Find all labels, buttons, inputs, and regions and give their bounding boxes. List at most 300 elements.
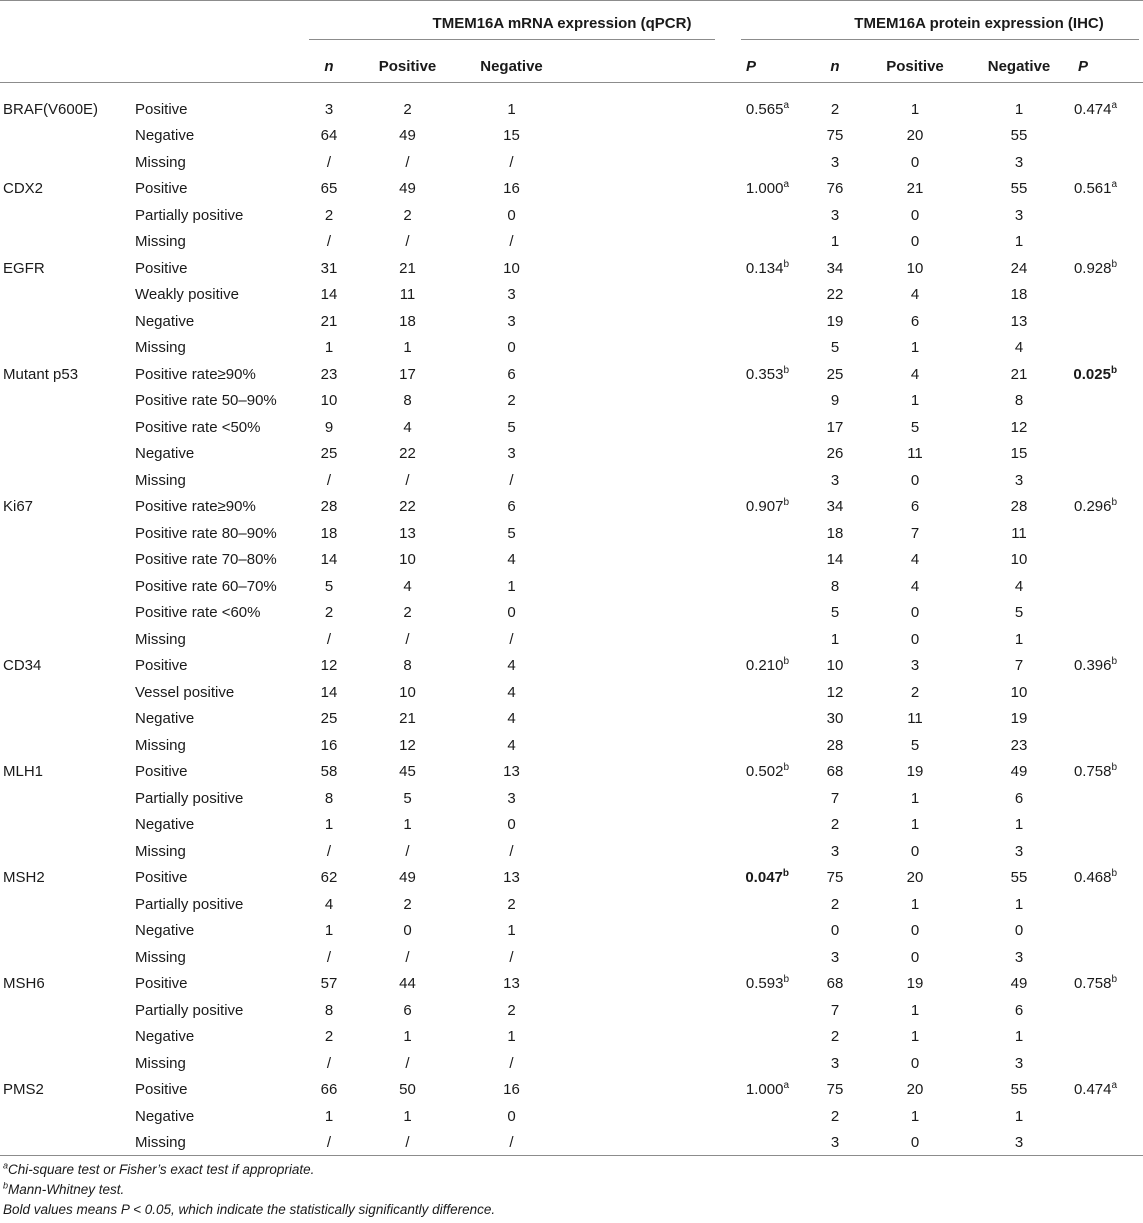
protein-positive: 4 <box>910 365 920 383</box>
protein-p-value-superscript: a <box>1111 1080 1118 1092</box>
table-row <box>0 865 1143 892</box>
protein-p-value-text: 0.396 <box>1073 657 1112 675</box>
mrna-negative: / <box>509 153 514 171</box>
protein-p-value <box>1063 361 1143 388</box>
mrna-negative-header: Negative <box>480 57 543 75</box>
mrna-p-value-superscript: b <box>783 497 789 509</box>
mrna-negative: 4 <box>507 657 516 675</box>
mrna-p-value-superscript: b <box>783 656 789 668</box>
row-gene <box>0 626 133 653</box>
row-category: Missing <box>135 153 186 171</box>
protein-negative: 1 <box>1014 233 1024 251</box>
protein-n: 7 <box>830 789 840 807</box>
row-gene: PMS2 <box>3 1081 44 1099</box>
protein-positive: 19 <box>906 975 924 993</box>
table-row <box>0 706 1143 733</box>
protein-p-value <box>1063 573 1143 600</box>
mrna-p-value <box>557 1077 815 1104</box>
mrna-positive: / <box>405 471 410 489</box>
mrna-n: 2 <box>324 604 334 622</box>
protein-positive: 0 <box>910 842 920 860</box>
mrna-n: / <box>326 233 332 251</box>
protein-p-value <box>1063 653 1143 680</box>
table-row <box>0 785 1143 812</box>
table-body <box>0 96 1143 1156</box>
mrna-p-header: P <box>745 57 756 75</box>
mrna-negative: 4 <box>507 683 516 701</box>
footnote-a-mark: a <box>3 1160 9 1171</box>
protein-positive: 21 <box>906 180 924 198</box>
protein-p-value <box>1063 1050 1143 1077</box>
row-category: Positive rate≥90% <box>135 498 256 516</box>
mrna-negative: 1 <box>507 100 516 118</box>
protein-p-value-text: 0.296 <box>1073 498 1112 516</box>
protein-negative: 0 <box>1014 922 1024 940</box>
row-gene <box>0 997 133 1024</box>
mrna-positive: 18 <box>399 312 416 330</box>
table-row <box>0 202 1143 229</box>
mrna-negative: 3 <box>507 286 516 304</box>
mrna-n: 64 <box>320 127 338 145</box>
mrna-negative: 16 <box>503 180 520 198</box>
mrna-p-value-superscript: b <box>783 364 789 376</box>
table-row <box>0 759 1143 786</box>
mrna-p-value-text: 0.565 <box>745 100 784 118</box>
table-row <box>0 255 1143 282</box>
mrna-p-value-text: 0.134 <box>745 259 784 277</box>
mrna-positive: 1 <box>403 1028 412 1046</box>
protein-p-value <box>1063 759 1143 786</box>
protein-negative: 55 <box>1010 1081 1028 1099</box>
protein-n: 25 <box>826 365 844 383</box>
protein-positive: 0 <box>910 153 920 171</box>
mrna-n: 25 <box>320 710 338 728</box>
row-category: Positive <box>135 657 188 675</box>
row-gene <box>0 467 133 494</box>
table-row <box>0 1103 1143 1130</box>
protein-group-header: TMEM16A protein expression (IHC) <box>854 14 1104 32</box>
row-category: Positive <box>135 975 188 993</box>
mrna-negative: / <box>509 630 514 648</box>
mrna-positive: / <box>405 1134 410 1152</box>
protein-p-value <box>1063 467 1143 494</box>
row-gene <box>0 282 133 309</box>
mrna-n: 14 <box>320 683 338 701</box>
protein-negative: 1 <box>1014 1107 1024 1125</box>
mrna-negative: 2 <box>507 392 516 410</box>
protein-n: 68 <box>826 763 844 781</box>
row-category: Positive <box>135 100 188 118</box>
row-gene <box>0 1103 133 1130</box>
protein-p-value-text: 0.025 <box>1073 365 1111 383</box>
table-row <box>0 971 1143 998</box>
mrna-p-value <box>557 1024 815 1051</box>
protein-negative: 4 <box>1014 339 1024 357</box>
mrna-p-value <box>557 891 815 918</box>
mrna-p-value-superscript: a <box>783 179 789 191</box>
row-category: Positive <box>135 869 188 887</box>
protein-p-value-text: 0.474 <box>1073 100 1112 118</box>
protein-negative: 3 <box>1014 842 1024 860</box>
row-category: Weakly positive <box>135 286 239 304</box>
mrna-positive: 44 <box>399 975 416 993</box>
protein-negative: 6 <box>1014 789 1024 807</box>
row-category: Positive rate 50–90% <box>135 392 277 410</box>
protein-p-value-text: 0.474 <box>1073 1081 1112 1099</box>
protein-positive: 0 <box>910 206 920 224</box>
mrna-p-value <box>557 1103 815 1130</box>
protein-negative: 3 <box>1014 206 1024 224</box>
protein-negative: 1 <box>1014 895 1024 913</box>
mrna-n: / <box>326 948 332 966</box>
table-row <box>0 361 1143 388</box>
mrna-p-value <box>557 971 815 998</box>
mrna-p-value <box>557 520 815 547</box>
mrna-negative: 1 <box>507 922 516 940</box>
row-gene <box>0 1130 133 1157</box>
protein-negative: 13 <box>1010 312 1028 330</box>
row-gene <box>0 573 133 600</box>
protein-p-value-superscript: b <box>1111 497 1118 509</box>
protein-n: 10 <box>826 657 844 675</box>
mrna-negative: 4 <box>507 736 516 754</box>
row-category: Missing <box>135 842 186 860</box>
table-row <box>0 944 1143 971</box>
protein-n: 75 <box>826 1081 844 1099</box>
mrna-p-value <box>557 123 815 150</box>
protein-n: 22 <box>826 286 844 304</box>
protein-negative-header: Negative <box>987 57 1051 75</box>
row-category: Partially positive <box>135 1001 244 1019</box>
mrna-p-value <box>557 626 815 653</box>
mrna-n: / <box>326 1134 332 1152</box>
protein-p-value-superscript: b <box>1110 364 1118 376</box>
mrna-n: 2 <box>324 1028 334 1046</box>
table-row <box>0 997 1143 1024</box>
table-row <box>0 918 1143 945</box>
mrna-negative: 1 <box>507 577 516 595</box>
mrna-positive: 49 <box>399 127 416 145</box>
protein-p-value <box>1063 679 1143 706</box>
protein-p-value-superscript: b <box>1111 868 1118 880</box>
row-category: Partially positive <box>135 895 244 913</box>
group-header-row <box>0 0 1143 46</box>
protein-n: 2 <box>830 895 840 913</box>
footnote-b-mark: b <box>3 1180 9 1191</box>
mrna-positive: 21 <box>399 259 416 277</box>
protein-p-value <box>1063 388 1143 415</box>
mrna-n: 58 <box>320 763 338 781</box>
mrna-positive: 2 <box>403 206 412 224</box>
mrna-positive: 4 <box>403 577 412 595</box>
mrna-positive: 11 <box>399 286 416 304</box>
mrna-negative: 1 <box>507 1028 516 1046</box>
mrna-n: / <box>326 630 332 648</box>
row-gene <box>0 1024 133 1051</box>
protein-p-value <box>1063 1130 1143 1157</box>
mrna-positive: 1 <box>403 816 412 834</box>
protein-positive: 5 <box>910 736 920 754</box>
protein-p-value <box>1063 706 1143 733</box>
protein-positive: 1 <box>910 1028 920 1046</box>
mrna-p-value <box>557 865 815 892</box>
mrna-negative: 0 <box>507 206 516 224</box>
row-category: Negative <box>135 312 195 330</box>
mrna-n: 8 <box>324 789 334 807</box>
protein-negative: 4 <box>1014 577 1024 595</box>
mrna-p-value-superscript: a <box>783 1080 789 1092</box>
protein-positive: 6 <box>910 498 920 516</box>
table-row <box>0 335 1143 362</box>
row-category: Positive <box>135 763 188 781</box>
table-row <box>0 626 1143 653</box>
column-header-row <box>0 46 1143 86</box>
protein-p-value-superscript: b <box>1111 974 1118 986</box>
protein-positive: 4 <box>910 286 920 304</box>
table-row <box>0 149 1143 176</box>
row-category: Partially positive <box>135 789 244 807</box>
mrna-positive: 0 <box>403 922 412 940</box>
row-gene <box>0 202 133 229</box>
row-category: Negative <box>135 1028 195 1046</box>
mrna-p-value <box>557 467 815 494</box>
protein-n: 14 <box>826 551 844 569</box>
protein-negative: 55 <box>1010 869 1028 887</box>
mrna-p-value <box>557 255 815 282</box>
mrna-p-value <box>557 785 815 812</box>
protein-p-value <box>1063 838 1143 865</box>
protein-p-value-text: 0.758 <box>1073 763 1112 781</box>
protein-p-value <box>1063 600 1143 627</box>
mrna-p-value-text: 0.047 <box>745 869 783 887</box>
protein-negative: 49 <box>1010 763 1028 781</box>
table-row <box>0 308 1143 335</box>
mrna-p-value <box>557 96 815 123</box>
row-category: Missing <box>135 736 186 754</box>
protein-n: 1 <box>830 233 840 251</box>
mrna-n: 28 <box>320 498 338 516</box>
protein-p-value <box>1063 626 1143 653</box>
mrna-negative: 2 <box>507 895 516 913</box>
protein-negative: 19 <box>1010 710 1028 728</box>
table-row <box>0 123 1143 150</box>
mrna-p-value <box>557 573 815 600</box>
protein-positive: 0 <box>910 604 920 622</box>
protein-positive: 0 <box>910 922 920 940</box>
mrna-negative: 15 <box>503 127 520 145</box>
protein-p-value-superscript: a <box>1111 179 1118 191</box>
protein-positive: 0 <box>910 1054 920 1072</box>
mrna-p-value <box>557 282 815 309</box>
footnotes <box>3 1160 495 1220</box>
mrna-positive: 22 <box>399 445 416 463</box>
row-category: Negative <box>135 127 195 145</box>
row-gene <box>0 149 133 176</box>
protein-positive: 11 <box>907 445 923 463</box>
mrna-positive: 21 <box>399 710 416 728</box>
row-category: Positive rate 60–70% <box>135 577 277 595</box>
row-category: Positive <box>135 259 188 277</box>
mrna-positive: / <box>405 842 410 860</box>
row-gene: Mutant p53 <box>3 365 79 383</box>
protein-p-value <box>1063 149 1143 176</box>
protein-negative: 1 <box>1014 100 1024 118</box>
protein-negative: 7 <box>1014 657 1024 675</box>
protein-n: 2 <box>830 1028 840 1046</box>
protein-p-value-text: 0.928 <box>1073 259 1112 277</box>
mrna-p-value <box>557 361 815 388</box>
protein-negative: 1 <box>1014 1028 1024 1046</box>
protein-p-value-superscript: b <box>1111 762 1118 774</box>
mrna-n: 65 <box>320 180 338 198</box>
protein-n: 75 <box>826 869 844 887</box>
protein-p-value-text: 0.561 <box>1073 180 1112 198</box>
protein-n: 34 <box>826 259 844 277</box>
footnote-a <box>3 1160 495 1180</box>
protein-n: 3 <box>830 1134 840 1152</box>
protein-positive: 1 <box>910 339 920 357</box>
protein-negative: 11 <box>1011 524 1027 542</box>
protein-n: 26 <box>826 445 844 463</box>
mrna-p-value-text: 0.502 <box>745 763 784 781</box>
mrna-n: / <box>326 471 332 489</box>
mrna-negative: 4 <box>507 710 516 728</box>
mrna-positive: 50 <box>399 1081 416 1099</box>
mrna-positive: 2 <box>403 895 412 913</box>
mrna-p-value <box>557 838 815 865</box>
mrna-negative: / <box>509 1134 514 1152</box>
mrna-n: 18 <box>320 524 338 542</box>
table-row <box>0 573 1143 600</box>
protein-p-header: P <box>1078 57 1089 75</box>
mrna-positive: 2 <box>403 100 412 118</box>
protein-positive: 11 <box>907 710 923 728</box>
mrna-positive: 49 <box>399 869 416 887</box>
protein-n: 5 <box>830 339 840 357</box>
protein-p-value <box>1063 441 1143 468</box>
table-row <box>0 812 1143 839</box>
mrna-negative: 0 <box>507 1107 516 1125</box>
mrna-p-value-superscript: a <box>783 99 789 111</box>
mrna-positive: 45 <box>399 763 416 781</box>
protein-p-value <box>1063 865 1143 892</box>
mrna-negative: 5 <box>507 524 516 542</box>
row-gene: CDX2 <box>3 180 44 198</box>
protein-n: 3 <box>830 1054 840 1072</box>
row-gene <box>0 229 133 256</box>
protein-positive: 0 <box>910 471 920 489</box>
protein-n: 28 <box>826 736 844 754</box>
mrna-p-value <box>557 441 815 468</box>
mrna-n: 4 <box>324 895 334 913</box>
row-gene: EGFR <box>3 259 45 277</box>
protein-positive: 6 <box>910 312 920 330</box>
row-gene <box>0 812 133 839</box>
mrna-n-header: n <box>324 57 334 75</box>
protein-positive: 20 <box>906 869 924 887</box>
row-category: Vessel positive <box>135 683 235 701</box>
protein-n: 12 <box>826 683 844 701</box>
protein-n: 68 <box>826 975 844 993</box>
table-row <box>0 414 1143 441</box>
mrna-negative: / <box>509 233 514 251</box>
mrna-positive: / <box>405 948 410 966</box>
protein-negative: 55 <box>1010 180 1028 198</box>
mrna-n: 21 <box>320 312 338 330</box>
mrna-negative: 3 <box>507 789 516 807</box>
protein-positive: 10 <box>906 259 924 277</box>
table-row <box>0 891 1143 918</box>
protein-n: 19 <box>826 312 844 330</box>
row-gene: BRAF(V600E) <box>3 100 99 118</box>
protein-p-value <box>1063 96 1143 123</box>
row-gene: MLH1 <box>3 763 44 781</box>
protein-positive: 19 <box>906 763 924 781</box>
row-category: Missing <box>135 1054 186 1072</box>
table-row <box>0 1024 1143 1051</box>
protein-n: 3 <box>830 153 840 171</box>
mrna-p-value-text: 1.000 <box>745 180 784 198</box>
protein-n: 3 <box>830 842 840 860</box>
mrna-negative: 3 <box>507 445 516 463</box>
mrna-n: 1 <box>324 922 334 940</box>
protein-n: 3 <box>830 471 840 489</box>
row-category: Missing <box>135 1134 186 1152</box>
protein-n: 2 <box>830 1107 840 1125</box>
row-gene <box>0 123 133 150</box>
mrna-p-value <box>557 308 815 335</box>
mrna-positive: 1 <box>403 1107 412 1125</box>
protein-p-value <box>1063 1077 1143 1104</box>
row-gene <box>0 944 133 971</box>
mrna-p-value-superscript: b <box>783 258 789 270</box>
protein-p-value <box>1063 335 1143 362</box>
protein-negative: 5 <box>1014 604 1024 622</box>
protein-p-value <box>1063 176 1143 203</box>
protein-p-value <box>1063 971 1143 998</box>
mrna-negative: 6 <box>507 365 516 383</box>
protein-n: 9 <box>830 392 840 410</box>
mrna-n: 1 <box>324 1107 334 1125</box>
protein-p-value <box>1063 812 1143 839</box>
table-row <box>0 282 1143 309</box>
table-row <box>0 547 1143 574</box>
protein-positive: 1 <box>910 1107 920 1125</box>
protein-negative: 15 <box>1010 445 1028 463</box>
protein-p-value <box>1063 520 1143 547</box>
footnote-bold-note: Bold values means P < 0.05, which indicate the statistically significantly difference. <box>3 1202 496 1217</box>
mrna-n: 1 <box>324 816 334 834</box>
table-row <box>0 494 1143 521</box>
mrna-negative: 16 <box>503 1081 520 1099</box>
mrna-positive: 10 <box>399 551 416 569</box>
row-gene <box>0 414 133 441</box>
row-category: Partially positive <box>135 206 244 224</box>
protein-negative: 23 <box>1010 736 1028 754</box>
mrna-positive: 1 <box>403 339 412 357</box>
protein-p-value <box>1063 414 1143 441</box>
protein-positive: 0 <box>910 1134 920 1152</box>
row-category: Positive <box>135 180 188 198</box>
protein-negative: 12 <box>1010 418 1028 436</box>
mrna-p-value <box>557 149 815 176</box>
protein-p-value <box>1063 891 1143 918</box>
mrna-positive: 8 <box>403 657 412 675</box>
mrna-positive: 10 <box>399 683 416 701</box>
protein-n: 7 <box>830 1001 840 1019</box>
protein-positive: 1 <box>910 1001 920 1019</box>
mrna-n: 66 <box>320 1081 338 1099</box>
